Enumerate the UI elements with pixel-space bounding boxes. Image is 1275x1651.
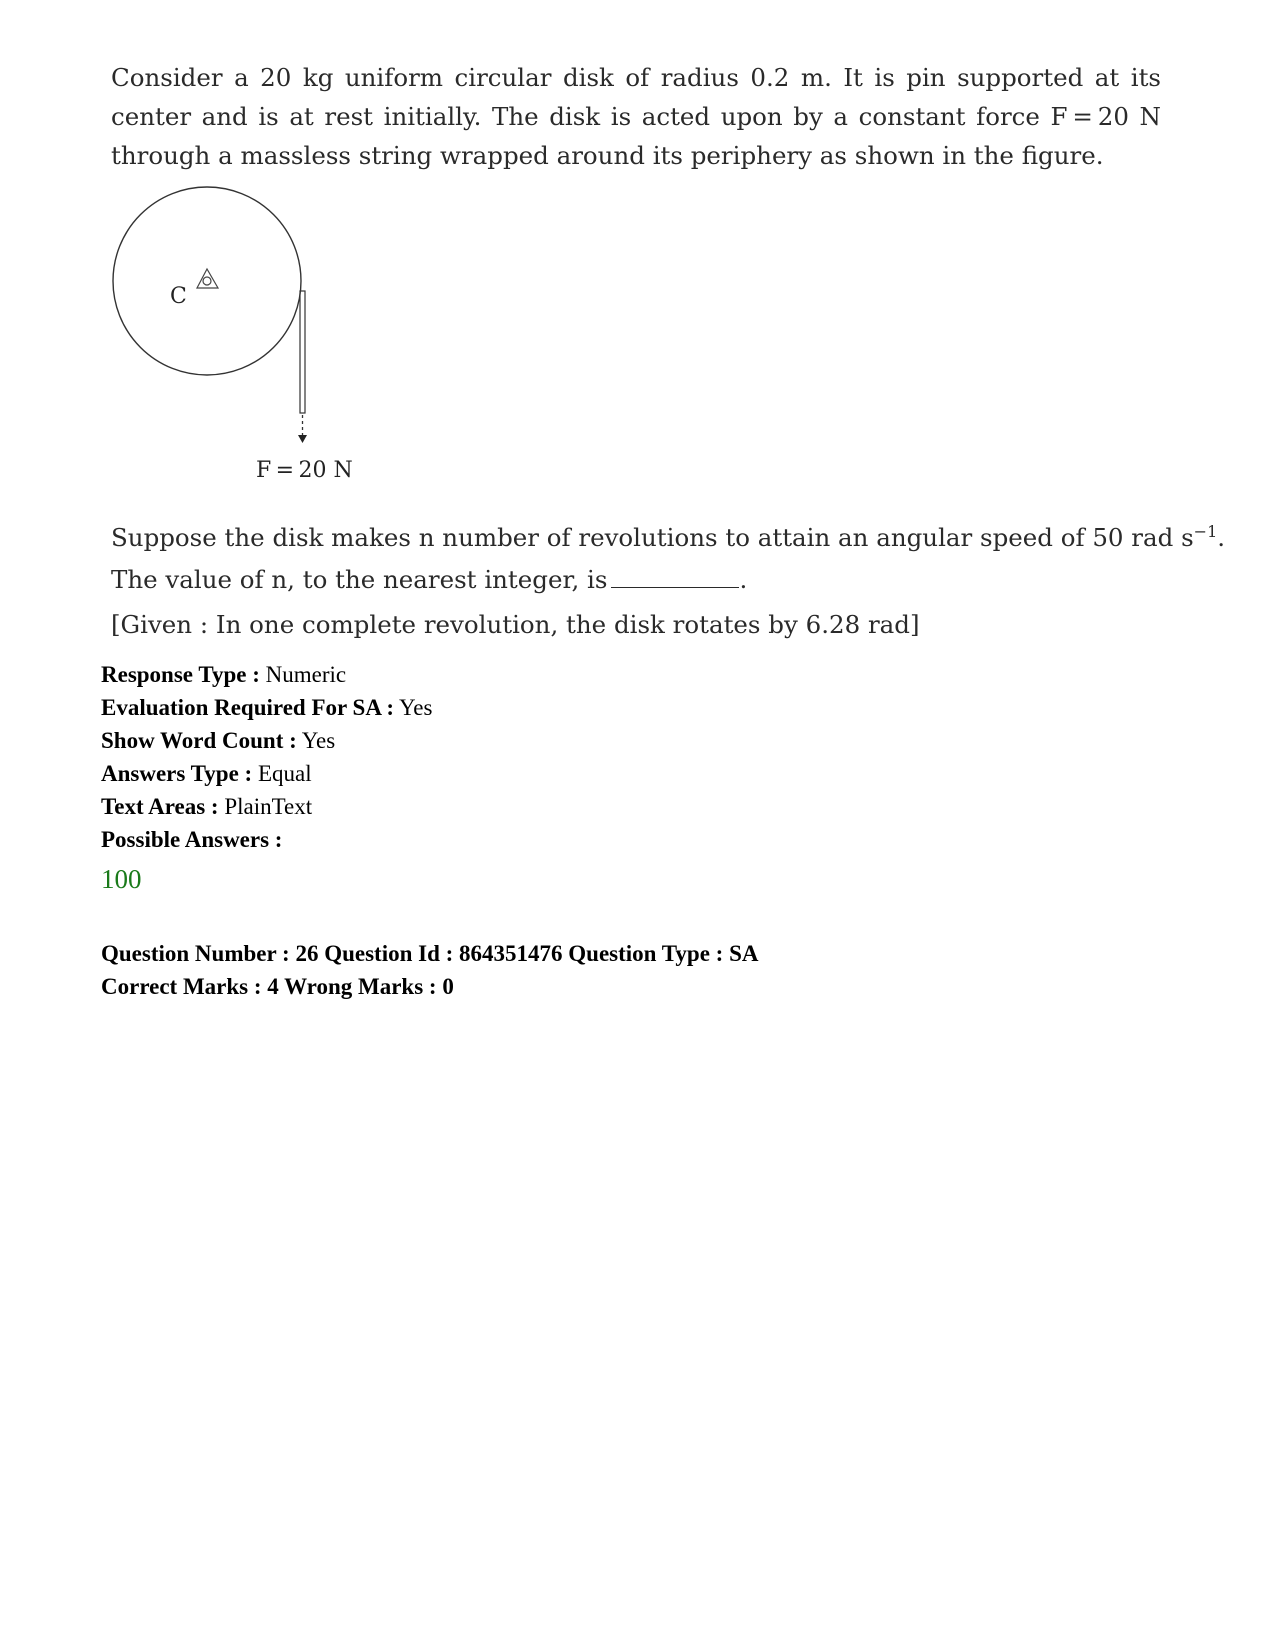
center-label: C bbox=[170, 284, 187, 309]
next-question-marks: Correct Marks : 4 Wrong Marks : 0 bbox=[101, 974, 454, 999]
meta-response-type: Response Type : Numeric bbox=[101, 662, 347, 687]
meta-possible-answers: Possible Answers : bbox=[101, 827, 283, 852]
unit-exponent: −1 bbox=[1193, 522, 1218, 541]
question-line-1-text: Suppose the disk makes n number of revolutions to attain an angular speed of 50 rad s bbox=[111, 523, 1194, 553]
meta-text-areas: Text Areas : PlainText bbox=[101, 794, 313, 819]
possible-answer-value: 100 bbox=[101, 864, 142, 894]
problem-statement: Consider a 20 kg uniform circular disk of radius 0.2 m. It is pin supported at its center and is at rest initially. The disk is acted upon by a constant force F = 20 N through a massless string wrapped around its periphery as shown in the figure. bbox=[111, 63, 1161, 170]
question-line-1-period: . bbox=[1217, 523, 1226, 553]
question-line-2-text: The value of n, to the nearest integer, is bbox=[111, 565, 608, 594]
next-question-header: Question Number : 26 Question Id : 864351476 Question Type : SA bbox=[101, 941, 759, 966]
question-line-1 bbox=[111, 522, 1226, 553]
next-question-info bbox=[101, 937, 759, 1003]
meta-answers-type: Answers Type : Equal bbox=[101, 761, 312, 786]
meta-word-count: Show Word Count : Yes bbox=[101, 728, 336, 753]
disk-diagram bbox=[100, 185, 430, 505]
pin-support-icon bbox=[197, 269, 218, 288]
question-line-2-period: . bbox=[739, 565, 748, 594]
meta-evaluation: Evaluation Required For SA : Yes bbox=[101, 695, 433, 720]
disk-circle bbox=[113, 187, 301, 375]
disk-figure bbox=[100, 185, 430, 505]
answer-blank bbox=[611, 573, 739, 588]
string bbox=[300, 291, 305, 413]
force-arrowhead-icon bbox=[298, 435, 307, 443]
question-given: [Given : In one complete revolution, the disk rotates by 6.28 rad] bbox=[111, 610, 920, 639]
force-label: F = 20 N bbox=[256, 458, 353, 483]
question-meta bbox=[101, 658, 432, 856]
question-line-2 bbox=[111, 565, 1171, 594]
